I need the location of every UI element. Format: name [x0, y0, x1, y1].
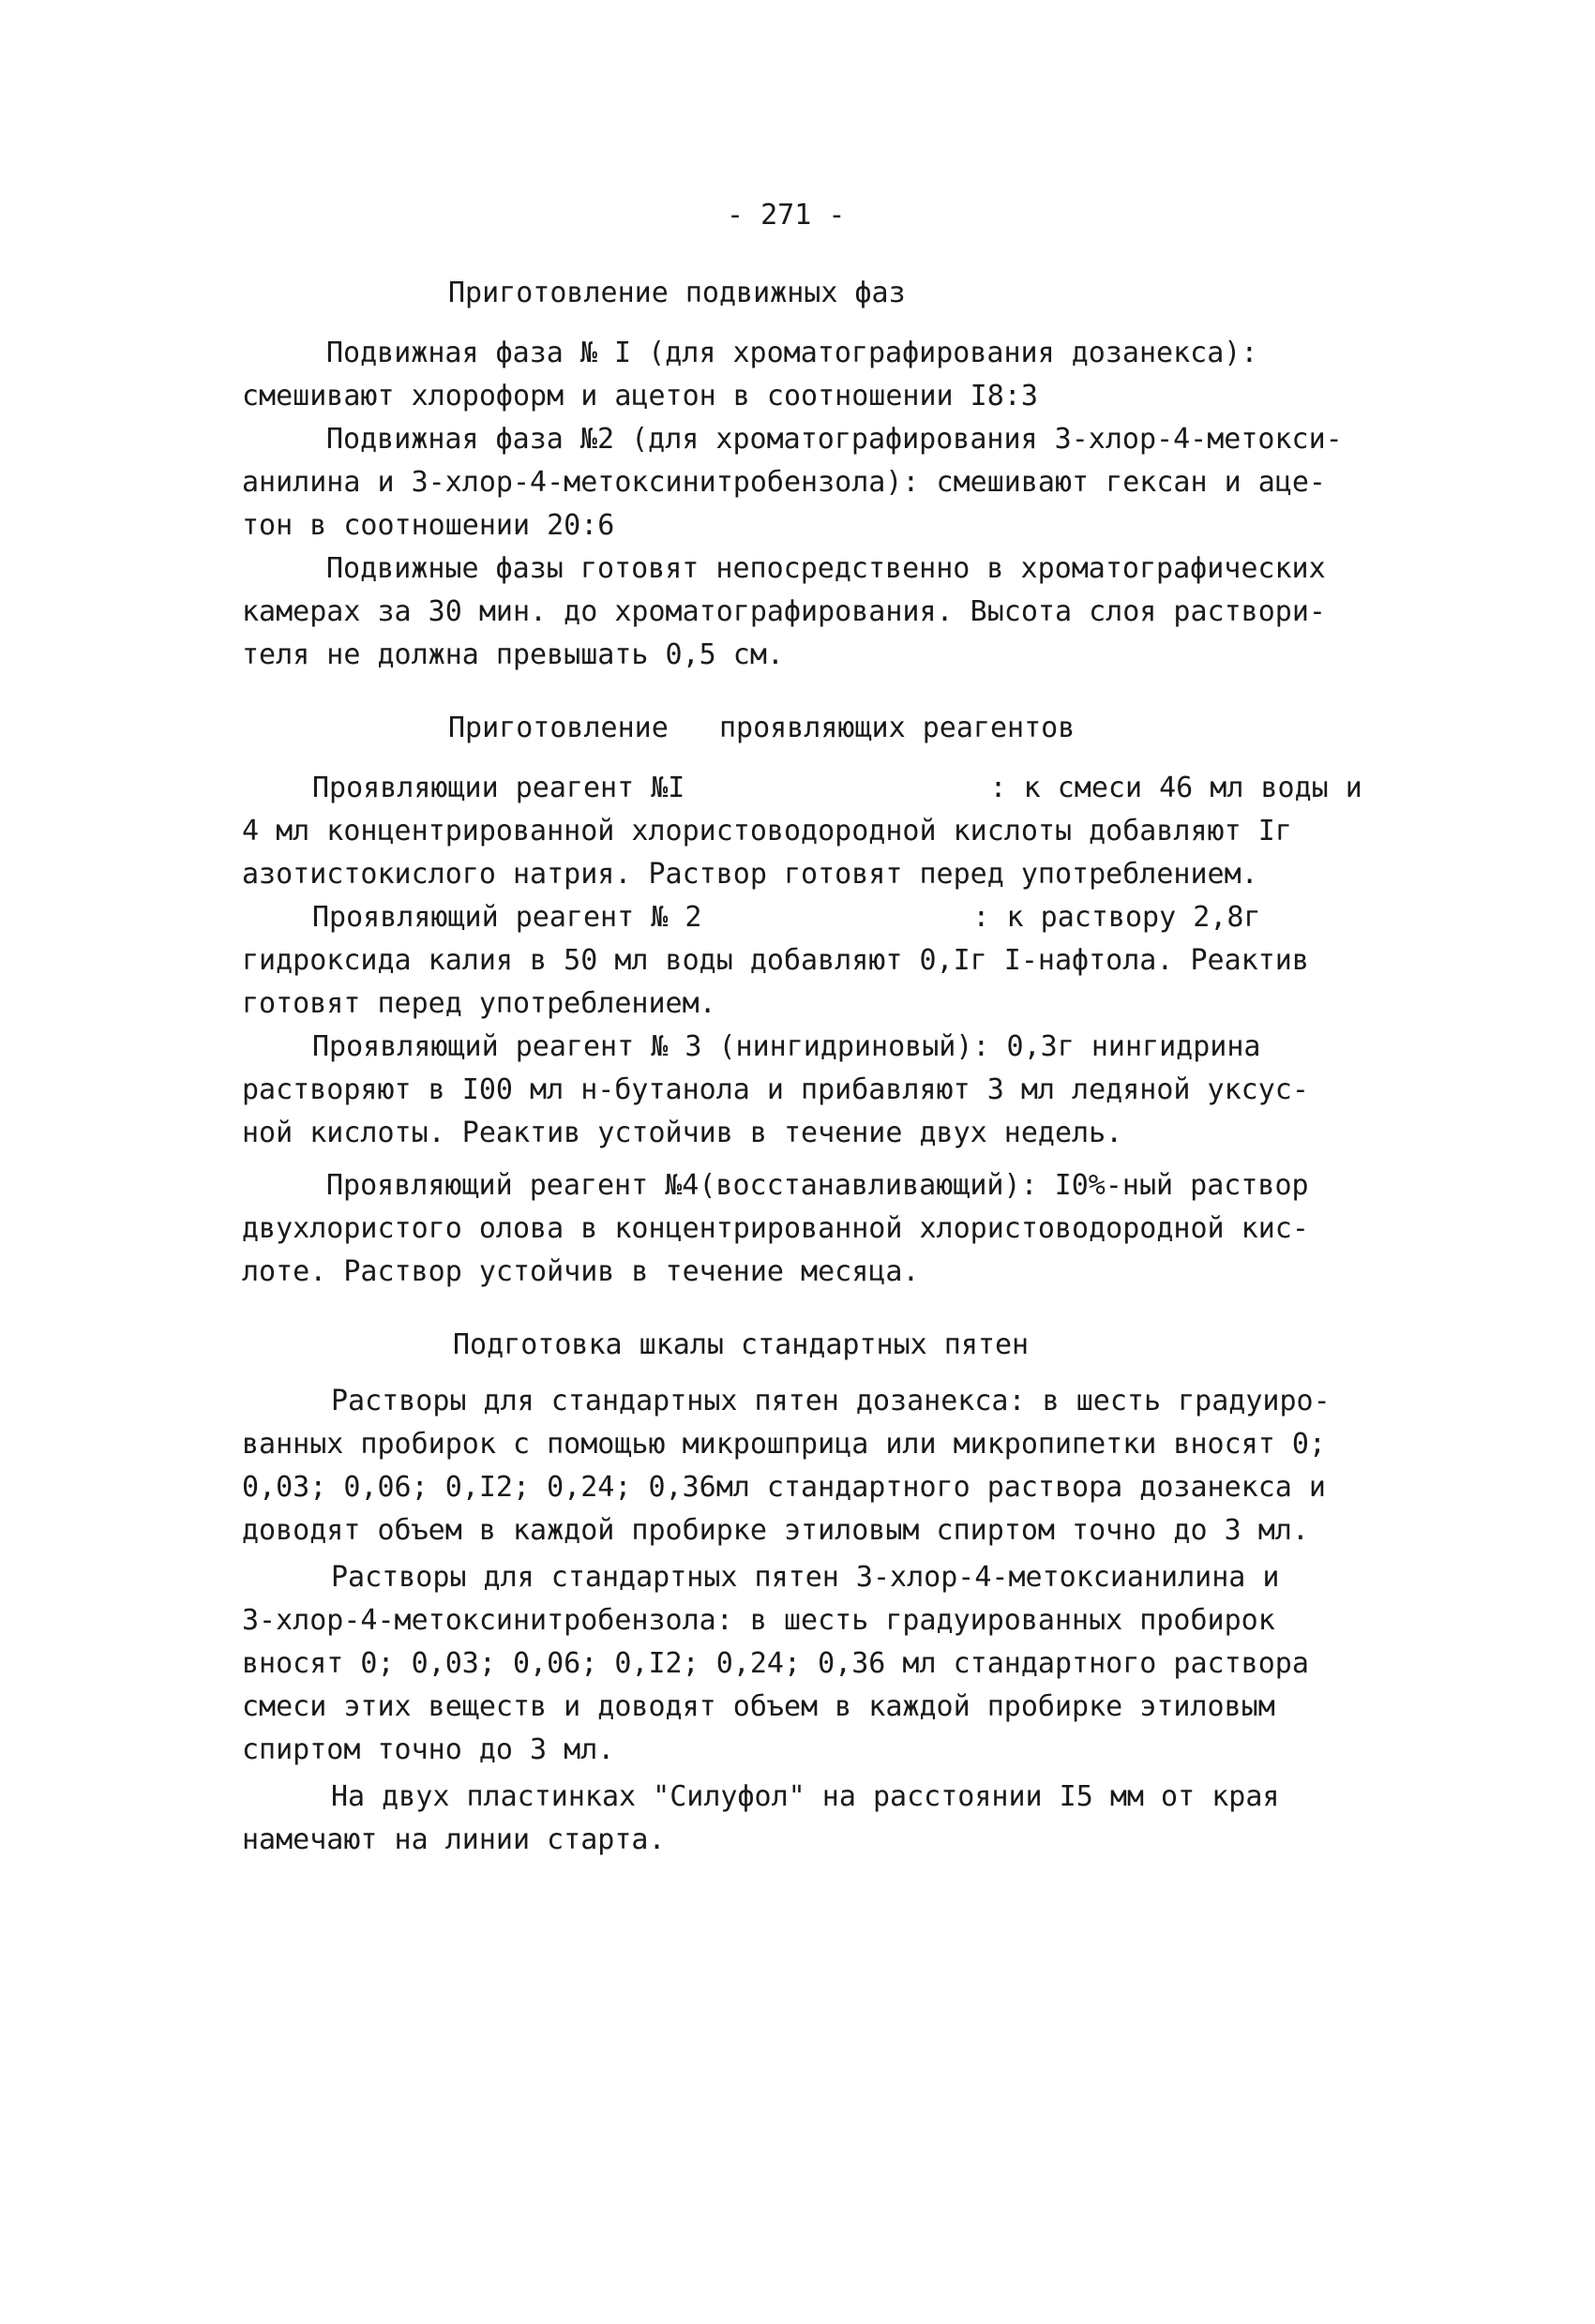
paragraph-line: намечают на линии старта. [242, 1823, 666, 1856]
paragraph-line: Проявляющий реагент № 2 : к раствору 2,8г [312, 901, 1261, 934]
paragraph-line: Подвижная фаза №2 (для хроматографирования 3-хлор-4-метокси- [326, 423, 1343, 456]
paragraph-line: На двух пластинках "Силуфол" на расстоянии I5 мм от края [331, 1780, 1280, 1813]
paragraph-line: Проявляющий реагент №4(восстанавливающий): I0%-ный раствор [326, 1169, 1309, 1202]
paragraph-line: камерах за 30 мин. до хроматографирования. Высота слоя раствори- [242, 595, 1326, 628]
paragraph-line: Подвижная фаза № I (для хроматографирования дозанекса): [326, 337, 1258, 369]
paragraph-line: ванных пробирок с помощью микрошприца или микропипетки вносят 0; [242, 1428, 1326, 1461]
paragraph-line: лоте. Раствор устойчив в течение месяца. [242, 1255, 920, 1288]
paragraph-line: вносят 0; 0,03; 0,06; 0,I2; 0,24; 0,36 мл стандартного раствора [242, 1647, 1309, 1680]
paragraph-line: растворяют в I00 мл н-бутанола и прибавляют 3 мл ледяной уксус- [242, 1073, 1309, 1106]
paragraph-line: ной кислоты. Реактив устойчив в течение двух недель. [242, 1117, 1123, 1149]
paragraph-line: 0,03; 0,06; 0,I2; 0,24; 0,36мл стандартного раствора дозанекса и [242, 1471, 1326, 1504]
section-heading-developing-reagents: Приготовление проявляющих реагентов [448, 712, 1076, 744]
paragraph-line: Проявляющии реагент №I : к смеси 46 мл воды и [312, 772, 1362, 804]
paragraph-line: азотистокислого натрия. Раствор готовят перед употреблением. [242, 858, 1258, 891]
paragraph-line: 4 мл концентрированной хлористоводородной кислоты добавляют Iг [242, 815, 1292, 847]
paragraph-line: смешивают хлороформ и ацетон в соотношении I8:3 [242, 380, 1038, 412]
paragraph-line: гидроксида калия в 50 мл воды добавляют 0,Iг I-нафтола. Реактив [242, 944, 1309, 977]
paragraph-line: 3-хлор-4-метоксинитробензола: в шесть градуированных пробирок [242, 1604, 1275, 1637]
paragraph-line: Подвижные фазы готовят непосредственно в хроматографических [326, 552, 1326, 585]
paragraph-line: смеси этих веществ и доводят объем в каждой пробирке этиловым [242, 1690, 1275, 1723]
paragraph-line: готовят перед употреблением. [242, 987, 716, 1020]
paragraph-line: Растворы для стандартных пятен 3-хлор-4-метоксианилина и [331, 1561, 1280, 1594]
paragraph-line: теля не должна превышать 0,5 см. [242, 638, 784, 671]
paragraph-line: анилина и 3-хлор-4-метоксинитробензола): смешивают гексан и аце- [242, 466, 1326, 499]
paragraph-line: Растворы для стандартных пятен дозанекса: в шесть градуиро- [331, 1385, 1331, 1417]
paragraph-line: двухлористого олова в концентрированной хлористоводородной кис- [242, 1212, 1309, 1245]
section-heading-mobile-phases: Приготовление подвижных фаз [448, 277, 906, 309]
page-number: - 271 - [727, 199, 846, 232]
paragraph-line: спиртом точно до 3 мл. [242, 1733, 615, 1766]
paragraph-line: тон в соотношении 20:6 [242, 509, 615, 542]
section-heading-standard-spots-scale: Подготовка шкалы стандартных пятен [453, 1328, 1030, 1361]
paragraph-line: Проявляющий реагент № 3 (нингидриновый): 0,3г нингидрина [312, 1030, 1261, 1063]
paragraph-line: доводят объем в каждой пробирке этиловым спиртом точно до 3 мл. [242, 1514, 1309, 1547]
